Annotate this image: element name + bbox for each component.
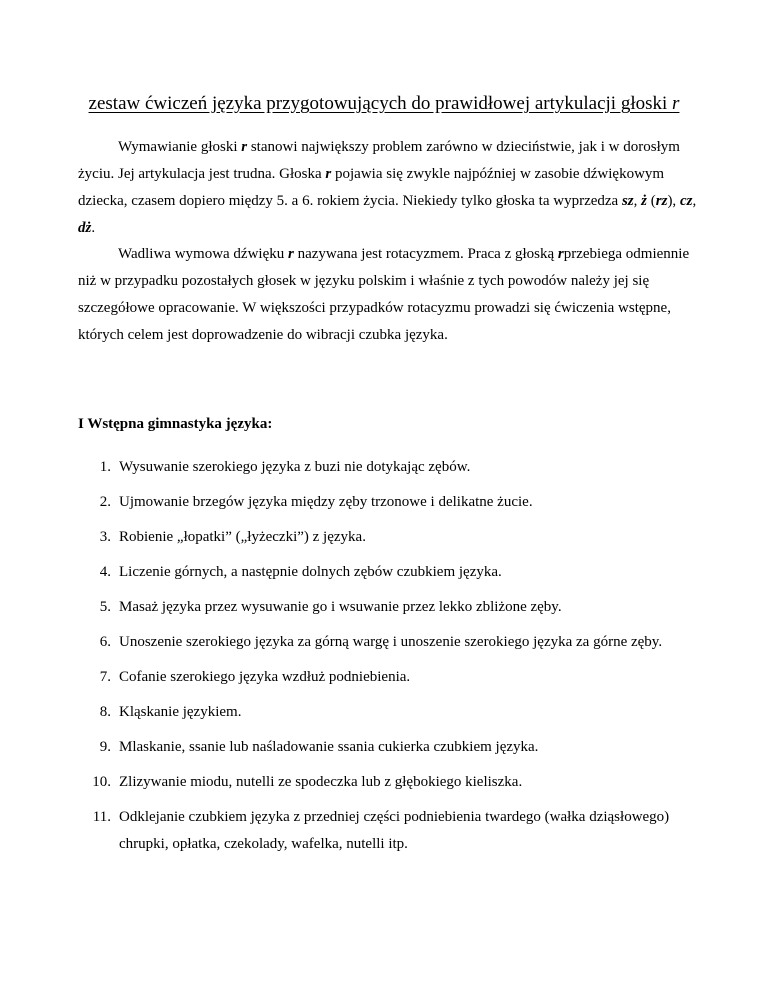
letter-r: r: [288, 246, 294, 262]
text-run: ,: [633, 193, 642, 209]
exercise-text: Cofanie szerokiego języka wzdłuż podniebienia.: [119, 669, 411, 685]
exercise-text: Wysuwanie szerokiego języka z buzi nie dotykając zębów.: [119, 459, 471, 475]
exercise-number: 7.: [99, 669, 111, 685]
letter-r: r: [325, 166, 332, 182]
title-text: zestaw ćwiczeń języka przygotowujących do prawidłowej artykulacji głoski: [88, 93, 673, 114]
rotacyzm-paragraph: [78, 241, 698, 349]
exercise-number: 5.: [99, 599, 111, 615]
text-run: nazywana jest rotacyzmem. Praca z głoską: [293, 246, 558, 262]
exercise-text: Kląskanie językiem.: [119, 704, 242, 720]
text-run: Wadliwa wymowa dźwięku: [118, 246, 288, 262]
text-run: stanowi największy problem zarówno w dzieciństwie, jak i w dorosłym życiu. Jej artykulacja jest trudna. Głoska: [78, 139, 680, 182]
letter-r: r: [241, 139, 248, 155]
text-run: pojawia się zwykle najpóźniej w zasobie dźwiękowym dziecka, czasem dopiero między 5. a 6. rokiem życia. Niekiedy tylko głoska ta wyprzedza: [78, 166, 665, 209]
exercise-text: Liczenie górnych, a następnie dolnych zębów czubkiem języka.: [119, 564, 502, 580]
exercise-number: 11.: [92, 809, 111, 825]
exercise-number: 3.: [99, 529, 111, 545]
exercise-item: [78, 454, 698, 481]
exercise-item: [78, 734, 698, 761]
exercise-text: Zlizywanie miodu, nutelli ze spodeczka lub z głębokiego kieliszka.: [119, 774, 523, 790]
exercise-number: 1.: [99, 459, 111, 475]
exercise-text: Ujmowanie brzegów języka między zęby trzonowe i delikatne żucie.: [119, 494, 533, 510]
text-run: ),: [667, 193, 680, 209]
exercise-number: 6.: [99, 634, 111, 650]
exercise-item: [78, 699, 698, 726]
exercise-item: [78, 769, 698, 796]
exercise-text: Mlaskanie, ssanie lub naśladowanie ssania cukierka czubkiem języka.: [119, 739, 539, 755]
title-letter: r: [672, 93, 680, 114]
exercise-number: 9.: [99, 739, 111, 755]
exercise-item: [78, 664, 698, 691]
exercise-item: [78, 559, 698, 586]
exercise-number: 2.: [99, 494, 111, 510]
exercise-text: Robienie „łopatki” („łyżeczki”) z języka.: [119, 529, 366, 545]
text-run: ,: [692, 193, 697, 209]
letter-z: ż: [641, 193, 647, 209]
text-run: .: [91, 220, 96, 236]
letter-dz: dż: [78, 220, 92, 236]
exercise-text: Odklejanie czubkiem języka z przedniej części podniebienia twardego (wałka dziąsłowego) chrupki, opłatka, czekolady, wafelka, nutelli itp.: [119, 809, 670, 852]
text-run: Wymawianie głoski: [118, 139, 242, 155]
exercise-list: [78, 454, 698, 866]
letter-rz: rz: [655, 193, 668, 209]
exercise-item: [78, 594, 698, 621]
exercise-item: [78, 629, 698, 656]
section-heading: I Wstępna gimnastyka języka:: [78, 416, 273, 432]
exercise-number: 10.: [92, 774, 111, 790]
exercise-number: 8.: [99, 704, 111, 720]
exercise-text: Unoszenie szerokiego języka za górną wargę i unoszenie szerokiego języka za górne zęby.: [119, 634, 663, 650]
letter-r: r: [557, 246, 564, 262]
letter-sz: sz: [621, 193, 634, 209]
document-title: [0, 92, 768, 116]
exercise-number: 4.: [99, 564, 111, 580]
exercise-item: [78, 524, 698, 551]
exercise-item: [78, 489, 698, 516]
text-run: przebiega odmiennie niż w przypadku pozostałych głosek w języku polskim i właśnie z tych powodów należy jej się szczegółowe opracowanie. W większości przypadków rotacyzmu prowadzi się ćwiczenia wstępne, których celem jest doprowadzenie do wibracji czubka języka.: [78, 246, 690, 343]
text-run: (: [647, 193, 656, 209]
letter-cz: cz: [679, 193, 693, 209]
intro-paragraph: [78, 134, 698, 242]
exercise-item: [78, 804, 698, 858]
exercise-text: Masaż języka przez wysuwanie go i wsuwanie przez lekko zbliżone zęby.: [119, 599, 562, 615]
